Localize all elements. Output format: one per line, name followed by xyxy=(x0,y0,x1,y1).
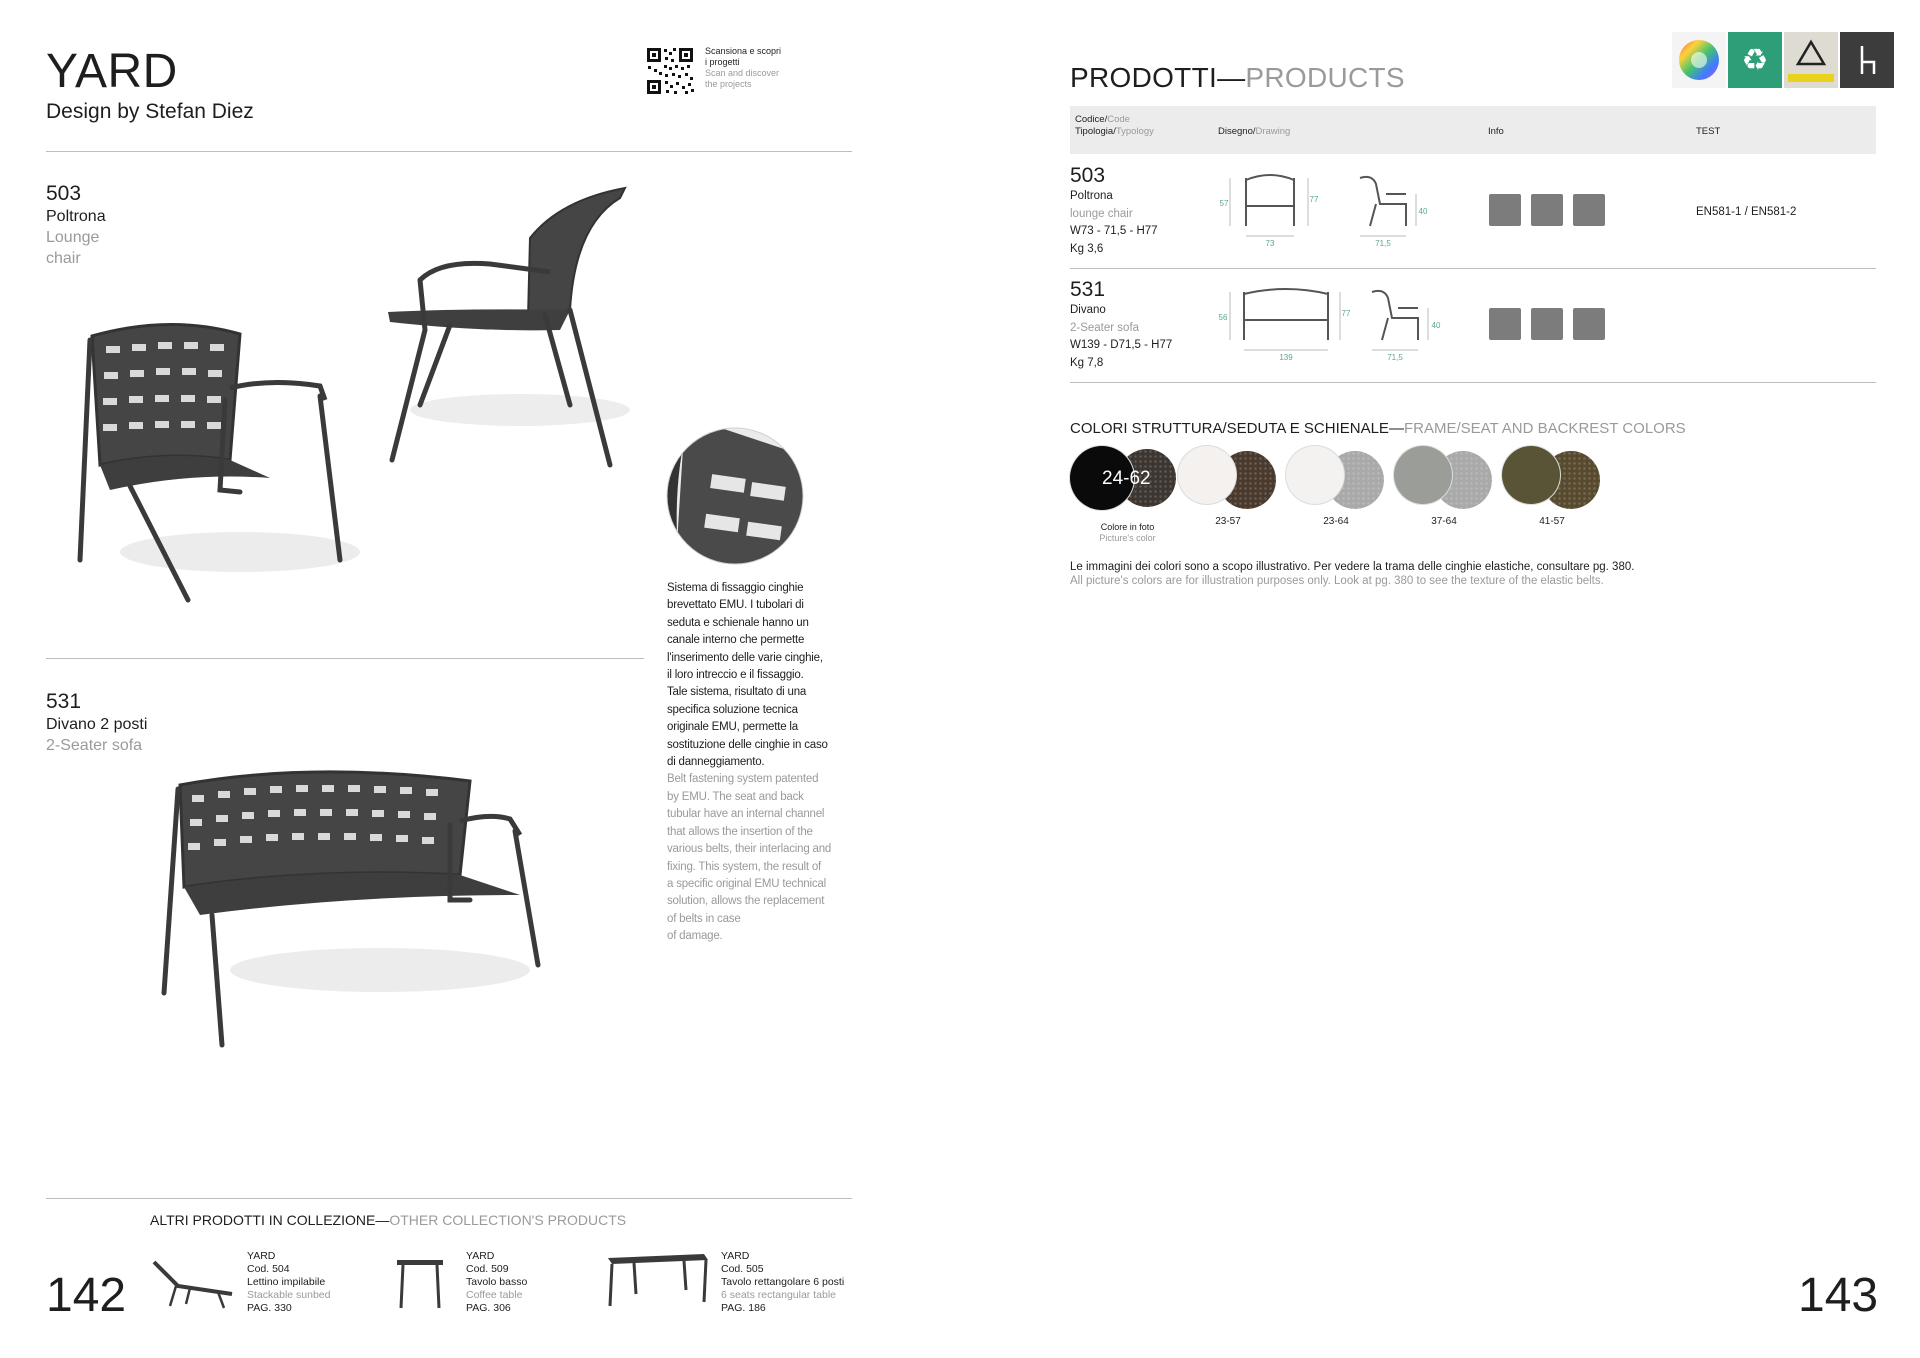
row-503-test: EN581-1 / EN581-2 xyxy=(1696,206,1797,218)
desc-en-5: various belts, their interlacing and xyxy=(667,843,832,856)
swatch-24-62[interactable] xyxy=(1070,446,1190,543)
row-503-info xyxy=(1070,164,1158,258)
row-531-code: 531 xyxy=(1070,278,1106,301)
other-product-505-brand: YARD xyxy=(721,1250,750,1262)
desc-en-6: fixing. This system, the result of xyxy=(667,860,822,873)
swatch-41-57[interactable] xyxy=(1502,446,1622,527)
colors-title-en: FRAME/SEAT AND BACKREST COLORS xyxy=(1403,420,1686,437)
other-products-title xyxy=(150,1212,626,1228)
swatch-caption-en: Picture's color xyxy=(1099,533,1156,543)
stackable-badge xyxy=(1840,32,1894,88)
other-product-509-code: Cod. 509 xyxy=(466,1263,509,1275)
desc-en-8: solution, allows the replacement xyxy=(667,895,825,908)
swatch-code-label: 23-57 xyxy=(1215,516,1241,527)
belt-system-description xyxy=(667,580,852,946)
page-number-left: 142 xyxy=(46,1269,127,1322)
row-531-info xyxy=(1070,278,1172,372)
swatch-23-57[interactable] xyxy=(1178,446,1298,527)
desc-en-3: tubular have an internal channel xyxy=(667,808,825,821)
other-product-505[interactable] xyxy=(721,1250,844,1315)
other-product-505-code: Cod. 505 xyxy=(721,1263,764,1275)
other-product-509-brand: YARD xyxy=(466,1250,495,1262)
stackable-icon xyxy=(1489,308,1521,340)
other-product-505-page: PAG. 186 xyxy=(721,1302,766,1314)
product-531-code: 531 xyxy=(46,690,82,713)
desc-it-1: Sistema di fissaggio cinghie xyxy=(667,582,804,594)
row-503-dims: W73 - 71,5 - H77 xyxy=(1070,225,1158,237)
desc-en-9: of belts in case xyxy=(667,912,741,925)
stackable-icon xyxy=(1489,194,1521,226)
header-drawing xyxy=(1218,126,1290,138)
header-code-it: Codice/ xyxy=(1075,114,1108,125)
sofa-image xyxy=(150,755,550,1055)
desc-it-8: specifica soluzione tecnica xyxy=(667,703,798,716)
qr-caption-en-1: Scan and discover xyxy=(705,68,780,78)
row-503-name-en: lounge chair xyxy=(1070,207,1133,220)
row-503-name-it: Poltrona xyxy=(1070,190,1113,202)
desc-en-7: a specific original EMU technical xyxy=(667,877,826,890)
colors-title-dash: — xyxy=(1388,420,1404,437)
product-503-name-en-2: chair xyxy=(46,250,81,267)
other-product-505-name-en: 6 seats rectangular table xyxy=(721,1289,836,1301)
row-531-dims: W139 - D71,5 - H77 xyxy=(1070,339,1173,351)
lightweight-icon xyxy=(1573,308,1605,340)
product-503-name-it: Poltrona xyxy=(46,208,106,225)
desc-it-3: seduta e schienale hanno un xyxy=(667,616,809,629)
aluminium-badge xyxy=(1784,32,1838,88)
qr-caption-it-2: i progetti xyxy=(705,57,740,67)
brand-title: YARD xyxy=(46,45,178,98)
row-531-dim-2: 139 xyxy=(1279,353,1293,362)
other-product-509-page: PAG. 306 xyxy=(466,1302,511,1314)
desc-it-9: originale EMU, permette la xyxy=(667,721,798,734)
other-product-504-code: Cod. 504 xyxy=(247,1263,290,1275)
swatch-caption-it: Colore in foto xyxy=(1100,522,1155,532)
row-531-dim-0: 56 xyxy=(1218,313,1228,322)
header-drawing-en: Drawing xyxy=(1255,126,1291,137)
other-product-504[interactable] xyxy=(247,1250,330,1315)
products-title-it: PRODOTTI xyxy=(1070,62,1218,93)
other-products-title-it: ALTRI PRODOTTI IN COLLEZIONE xyxy=(150,1212,376,1228)
swatch-frame-color xyxy=(1394,446,1452,504)
other-product-509[interactable] xyxy=(466,1250,527,1315)
desc-it-4: canale interno che permette xyxy=(667,634,805,647)
coffee-table-thumbnail[interactable] xyxy=(395,1256,447,1312)
row-531-drawing xyxy=(1210,278,1450,368)
row-531-name-it: Divano xyxy=(1070,304,1106,316)
swatch-code-label: 37-64 xyxy=(1431,516,1457,527)
outdoor-icon xyxy=(1531,308,1563,340)
lounge-chair-side-image xyxy=(380,180,640,480)
swatch-23-64[interactable] xyxy=(1286,446,1406,527)
sunbed-thumbnail[interactable] xyxy=(148,1256,236,1312)
products-title-dash: — xyxy=(1217,62,1246,93)
desc-en-1: Belt fastening system patented xyxy=(667,773,819,786)
product-503-code: 503 xyxy=(46,182,82,205)
row-503-dim-4: 40 xyxy=(1418,207,1428,216)
colors-note-it: Le immagini dei colori sono a scopo illustrativo. Per vedere la trama delle cinghie elastiche, consultare pg. 380. xyxy=(1070,561,1635,573)
products-title-en: PRODUCTS xyxy=(1245,62,1405,93)
header-type-en: Typology xyxy=(1115,126,1154,137)
qr-code-icon[interactable] xyxy=(645,46,695,96)
swatch-frame-color xyxy=(1502,446,1560,504)
product-503-name-en-1: Lounge xyxy=(46,229,100,246)
header-info: Info xyxy=(1488,126,1504,137)
product-531-name-it: Divano 2 posti xyxy=(46,716,148,733)
header-divider xyxy=(46,151,852,152)
qr-caption xyxy=(705,46,805,90)
products-title xyxy=(1070,62,1405,94)
row-503-dim-3: 71,5 xyxy=(1375,239,1391,248)
other-product-504-brand: YARD xyxy=(247,1250,276,1262)
row-531-dim-3: 71,5 xyxy=(1387,353,1403,362)
row-divider-1 xyxy=(1070,268,1876,269)
row-503-code: 503 xyxy=(1070,164,1106,187)
swatch-frame-color xyxy=(1178,446,1236,504)
products-table-header xyxy=(1070,106,1876,154)
row-503-dim-1: 77 xyxy=(1309,195,1319,204)
stackable-chair-icon xyxy=(1840,32,1894,88)
other-product-509-name-it: Tavolo basso xyxy=(466,1276,528,1288)
recycle-icon xyxy=(1728,32,1782,88)
other-products-title-en: OTHER COLLECTION'S PRODUCTS xyxy=(389,1212,627,1228)
desc-it-6: il loro intreccio e il fissaggio. xyxy=(667,669,804,682)
swatch-caption xyxy=(1070,522,1185,544)
swatch-37-64[interactable] xyxy=(1394,446,1514,527)
color-wheel-badge xyxy=(1672,32,1726,88)
outdoor-icon xyxy=(1531,194,1563,226)
colors-title xyxy=(1070,420,1686,437)
row-503-weight: Kg 3,6 xyxy=(1070,242,1104,255)
recycle-badge xyxy=(1728,32,1782,88)
page-number-right: 143 xyxy=(1798,1269,1879,1322)
row-531-dim-4: 40 xyxy=(1431,321,1441,330)
other-product-509-name-en: Coffee table xyxy=(466,1289,523,1301)
row-503-dim-0: 57 xyxy=(1219,199,1229,208)
desc-en-4: that allows the insertion of the xyxy=(667,825,813,838)
row-503-dim-2: 73 xyxy=(1265,239,1275,248)
desc-it-5: l'inserimento delle varie cinghie, xyxy=(667,651,823,664)
rectangular-table-thumbnail[interactable] xyxy=(604,1250,710,1310)
qr-caption-en-2: the projects xyxy=(705,79,752,89)
swatch-code-on-image: 24-62 xyxy=(1102,468,1151,489)
product-503-label xyxy=(46,182,106,269)
desc-it-2: brevettato EMU. I tubolari di xyxy=(667,599,804,612)
row-531-dim-1: 77 xyxy=(1341,309,1351,318)
other-products-dash: — xyxy=(375,1212,390,1228)
lounge-chair-front-image xyxy=(70,300,370,610)
header-type-it: Tipologia/ xyxy=(1075,126,1116,137)
belt-detail-image xyxy=(665,426,805,566)
other-product-504-name-it: Lettino impilabile xyxy=(247,1276,326,1288)
swatch-frame-color xyxy=(1286,446,1344,504)
header-test: TEST xyxy=(1696,126,1721,137)
other-product-505-name-it: Tavolo rettangolare 6 posti xyxy=(721,1276,845,1288)
swatch-code-label: 23-64 xyxy=(1323,516,1349,527)
row-503-drawing xyxy=(1210,164,1430,254)
colors-note xyxy=(1070,560,1634,588)
colors-title-it: COLORI STRUTTURA/SEDUTA E SCHIENALE xyxy=(1070,420,1389,437)
swatch-code-label: 41-57 xyxy=(1539,516,1565,527)
product-531-label xyxy=(46,690,147,756)
other-product-504-name-en: Stackable sunbed xyxy=(247,1289,331,1301)
colors-note-en: All picture's colors are for illustration purposes only. Look at pg. 380 to see the texture of the elastic belts. xyxy=(1070,575,1604,587)
designer-credit: Design by Stefan Diez xyxy=(46,100,254,123)
desc-en-2: by EMU. The seat and back xyxy=(667,790,804,803)
svg-text:♻: ♻ xyxy=(1741,43,1769,78)
header-code xyxy=(1075,114,1154,138)
aluminium-recycle-icon xyxy=(1784,32,1838,88)
color-wheel-icon xyxy=(1672,32,1726,88)
desc-it-7: Tale sistema, risultato di una xyxy=(667,686,807,699)
header-drawing-it: Disegno/ xyxy=(1218,126,1256,137)
row-531-name-en: 2-Seater sofa xyxy=(1070,321,1140,334)
qr-caption-it-1: Scansiona e scopri xyxy=(705,46,782,56)
desc-it-10: sostituzione delle cinghie in caso xyxy=(667,738,828,751)
row-531-weight: Kg 7,8 xyxy=(1070,356,1104,369)
lightweight-icon xyxy=(1573,194,1605,226)
desc-en-10: of damage. xyxy=(667,930,723,943)
footer-divider xyxy=(46,1198,852,1199)
section-divider xyxy=(46,658,644,659)
row-divider-2 xyxy=(1070,382,1876,383)
other-product-504-page: PAG. 330 xyxy=(247,1302,292,1314)
desc-it-11: di danneggiamento. xyxy=(667,756,765,769)
header-code-en: Code xyxy=(1107,114,1130,125)
product-531-name-en: 2-Seater sofa xyxy=(46,737,143,754)
